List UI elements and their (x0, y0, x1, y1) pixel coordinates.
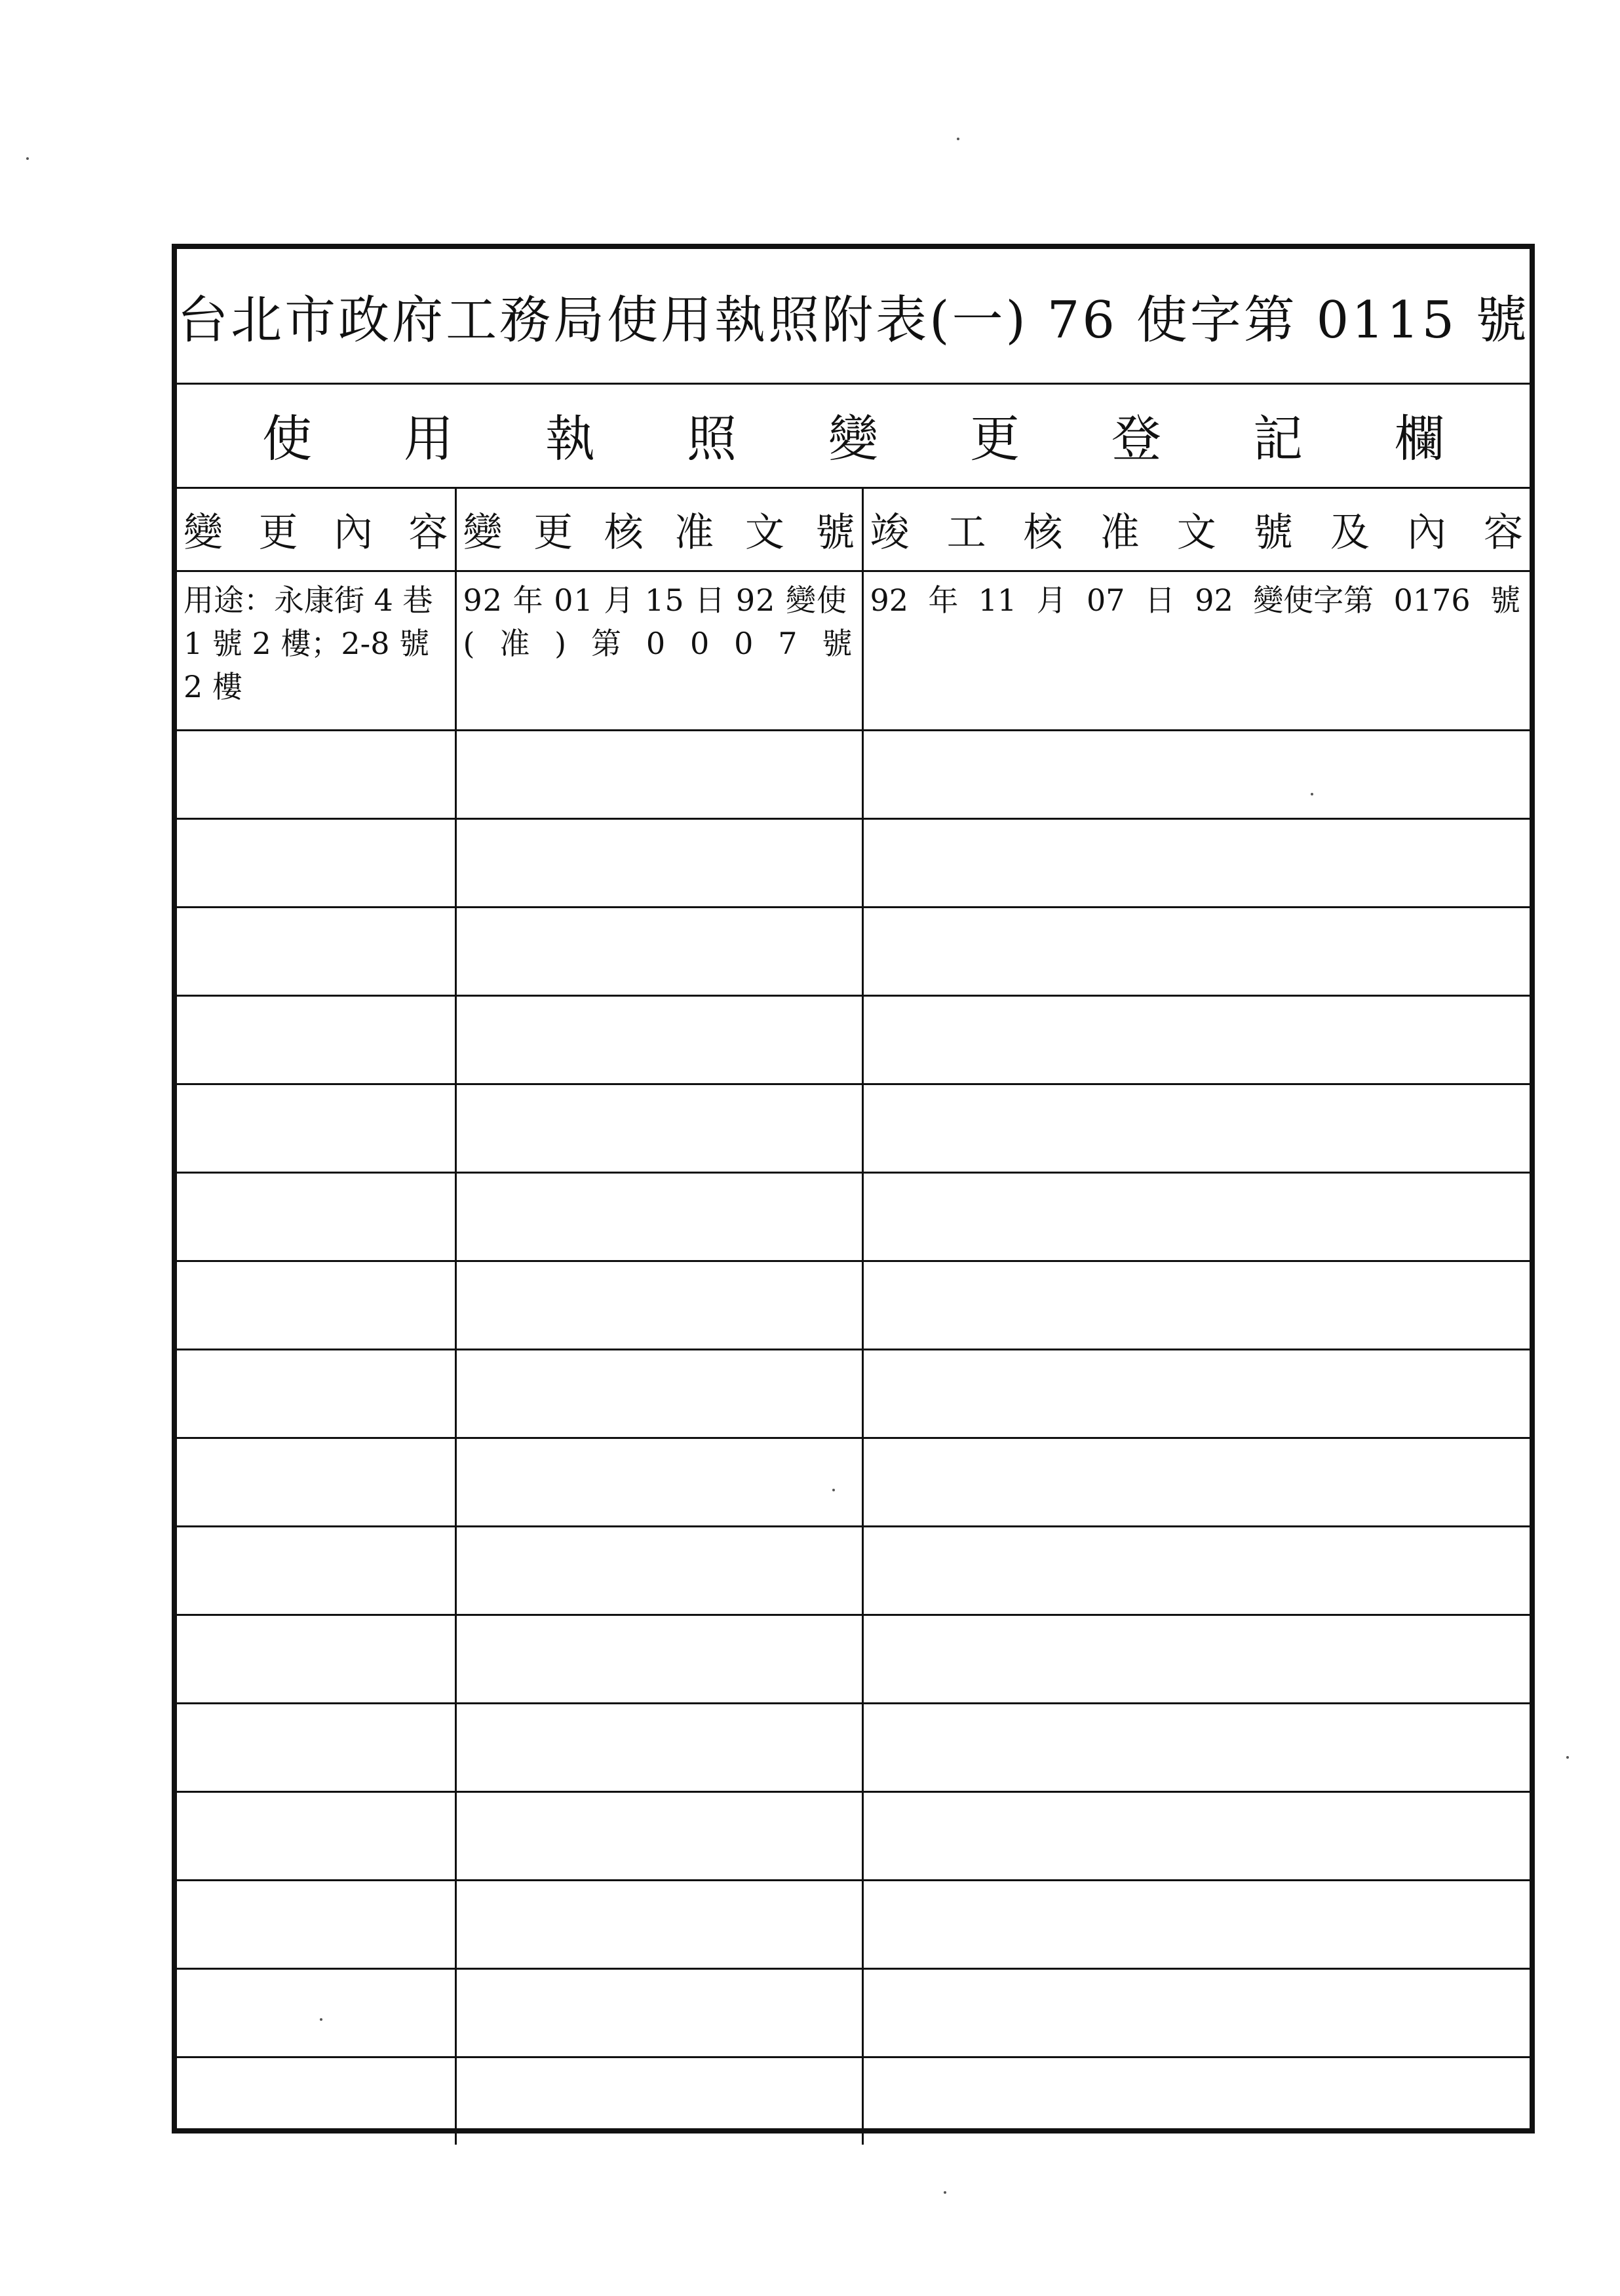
approval-number-line2 (463, 622, 855, 665)
approval-number-cell (455, 1261, 862, 1350)
completion-approval-cell (862, 1704, 1530, 1792)
completion-token: 11 (978, 583, 1017, 618)
approval-number-cell (455, 1438, 862, 1527)
change-content-cell (177, 2057, 455, 2145)
table-row (177, 819, 1530, 908)
completion-approval-cell (862, 1792, 1530, 1881)
approval-token: 7 (778, 626, 798, 661)
change-content-cell (177, 1438, 455, 1527)
header-char: 准 (674, 510, 714, 556)
change-content-cell (177, 731, 455, 819)
approval-number-cell (455, 2057, 862, 2145)
approval-token: ( (463, 626, 475, 661)
approval-number-cell (455, 1173, 862, 1261)
table-row (177, 996, 1530, 1084)
header-char: 准 (1100, 510, 1140, 556)
completion-token: 07 (1087, 583, 1125, 618)
approval-number-cell (455, 1350, 862, 1438)
column-header-completion-approval (862, 489, 1530, 571)
table-row (177, 1350, 1530, 1438)
header-char: 更 (533, 510, 573, 556)
table-row (177, 1084, 1530, 1173)
scan-speck (26, 157, 29, 160)
change-content-cell (177, 908, 455, 996)
approval-number-cell (455, 1881, 862, 1969)
change-content-cell (177, 996, 455, 1084)
completion-token: 92 (1195, 583, 1233, 618)
approval-token: 0 (734, 626, 754, 661)
header-char: 竣 (870, 510, 910, 556)
approval-token: 號 (822, 626, 853, 661)
change-content-cell (177, 1704, 455, 1792)
section-heading-char: 執 (545, 410, 595, 468)
approval-token: 0 (646, 626, 666, 661)
approval-token: 准 (499, 626, 530, 661)
section-heading-char: 登 (1111, 410, 1161, 468)
completion-approval-cell (862, 1615, 1530, 1704)
approval-number-cell (455, 819, 862, 908)
column-header-approval-number (455, 489, 862, 571)
header-char: 核 (604, 510, 644, 556)
section-heading-char: 用 (404, 410, 453, 468)
completion-approval-cell (862, 1350, 1530, 1438)
approval-number-cell (455, 1792, 862, 1881)
change-register-table (177, 489, 1530, 2128)
header-char: 及 (1330, 510, 1370, 556)
approval-token: 第 (590, 626, 621, 661)
scan-speck (957, 138, 959, 140)
completion-approval-cell (862, 1084, 1530, 1173)
completion-approval-cell (862, 908, 1530, 996)
approval-number-cell (455, 731, 862, 819)
scan-speck (944, 2191, 946, 2194)
change-content-cell (177, 571, 455, 731)
completion-approval-cell (862, 571, 1530, 731)
approval-number-cell (455, 1615, 862, 1704)
scan-speck (1566, 1756, 1569, 1759)
table-row (177, 1173, 1530, 1261)
completion-approval-cell (862, 1438, 1530, 1527)
completion-token: 日 (1144, 583, 1175, 618)
header-char: 文 (744, 510, 784, 556)
approval-number-cell (455, 1084, 862, 1173)
section-heading-char: 記 (1253, 410, 1303, 468)
change-content-text: 用途：永康街 4 巷 1 號 2 樓；2-8 號 2 樓 (183, 583, 433, 704)
completion-token: 0176 (1393, 583, 1471, 618)
table-row (177, 731, 1530, 819)
form-title: 台北市政府工務局使用執照附表(一) 76 使字第 0115 號 (177, 249, 1530, 385)
header-char: 號 (1253, 510, 1293, 556)
table-row (177, 1261, 1530, 1350)
change-content-cell (177, 1261, 455, 1350)
header-char: 號 (815, 510, 855, 556)
header-char: 容 (1484, 510, 1523, 556)
approval-number-cell (455, 1527, 862, 1615)
change-content-cell (177, 1615, 455, 1704)
column-header-change-content (177, 489, 455, 571)
change-content-cell (177, 1792, 455, 1881)
approval-number-cell (455, 1969, 862, 2057)
table-row (177, 1792, 1530, 1881)
completion-approval-cell (862, 996, 1530, 1084)
section-heading-char: 更 (970, 410, 1020, 468)
change-content-cell (177, 1084, 455, 1173)
table-header-row (177, 489, 1530, 571)
table-row (177, 1704, 1530, 1792)
completion-approval-cell (862, 1881, 1530, 1969)
completion-token: 月 (1036, 583, 1067, 618)
approval-number-cell (455, 996, 862, 1084)
table-row (177, 1615, 1530, 1704)
completion-token: 92 (870, 583, 909, 618)
completion-token: 年 (928, 583, 959, 618)
header-char: 更 (258, 510, 298, 556)
completion-approval-cell (862, 731, 1530, 819)
header-char: 核 (1023, 510, 1063, 556)
change-content-cell (177, 819, 455, 908)
approval-token: 0 (689, 626, 710, 661)
completion-approval-cell (862, 1261, 1530, 1350)
completion-approval-line (870, 579, 1524, 622)
approval-token: ) (554, 626, 567, 661)
completion-approval-cell (862, 1173, 1530, 1261)
change-content-cell (177, 1969, 455, 2057)
section-heading-char: 欄 (1395, 410, 1444, 468)
change-content-cell (177, 1173, 455, 1261)
header-char: 變 (183, 510, 223, 556)
section-heading-char: 變 (828, 410, 878, 468)
table-row (177, 1438, 1530, 1527)
table-row (177, 1527, 1530, 1615)
header-char: 變 (463, 510, 503, 556)
header-char: 工 (946, 510, 986, 556)
header-char: 內 (334, 510, 373, 556)
table-row (177, 908, 1530, 996)
section-heading (177, 383, 1530, 489)
approval-number-line1: 92 年 01 月 15 日 92 變使 (463, 583, 847, 618)
section-heading-char: 使 (262, 410, 312, 468)
completion-token: 變使字第 (1253, 583, 1374, 618)
table-row (177, 571, 1530, 731)
change-content-cell (177, 1527, 455, 1615)
change-content-cell (177, 1350, 455, 1438)
completion-approval-cell (862, 1527, 1530, 1615)
approval-number-cell (455, 1704, 862, 1792)
header-char: 容 (408, 510, 448, 556)
completion-approval-cell (862, 1969, 1530, 2057)
usage-license-appendix-form (172, 244, 1535, 2133)
table-row (177, 2057, 1530, 2145)
table-row (177, 1969, 1530, 2057)
table-row (177, 1881, 1530, 1969)
section-heading-char: 照 (687, 410, 737, 468)
header-char: 內 (1406, 510, 1446, 556)
completion-token: 號 (1490, 583, 1520, 618)
change-content-cell (177, 1881, 455, 1969)
completion-approval-cell (862, 819, 1530, 908)
approval-number-cell (455, 571, 862, 731)
approval-number-cell (455, 908, 862, 996)
header-char: 文 (1176, 510, 1216, 556)
completion-approval-cell (862, 2057, 1530, 2145)
